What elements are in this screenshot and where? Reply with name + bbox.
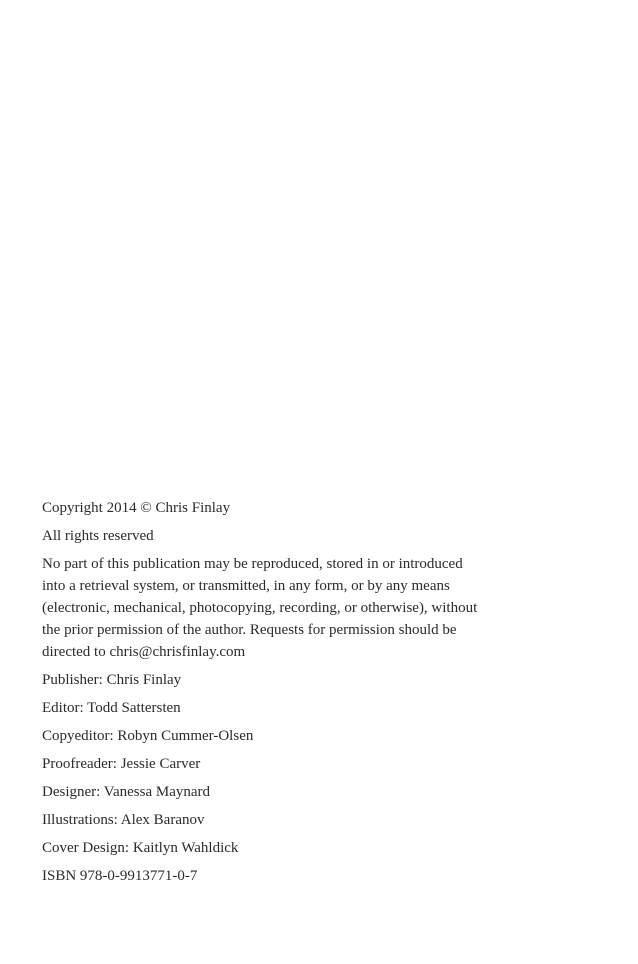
isbn-line: ISBN 978-0-9913771-0-7 <box>42 868 198 884</box>
rights-reserved-line: All rights reserved <box>42 528 154 544</box>
credit-designer: Designer: Vanessa Maynard <box>42 784 211 800</box>
credit-cover-design: Cover Design: Kaitlyn Wahldick <box>42 840 239 856</box>
permission-paragraph <box>42 553 522 663</box>
credit-editor: Editor: Todd Sattersten <box>42 700 181 716</box>
permission-line: (electronic, mechanical, photocopying, recording, or otherwise), without <box>42 600 478 616</box>
credit-illustrations: Illustrations: Alex Baranov <box>42 812 205 828</box>
permission-line: the prior permission of the author. Requests for permission should be <box>42 622 457 638</box>
copyright-page-block <box>42 497 522 893</box>
permission-line: into a retrieval system, or transmitted, in any form, or by any means <box>42 578 450 594</box>
credit-proofreader: Proofreader: Jessie Carver <box>42 756 201 772</box>
permission-line: directed to chris@chrisfinlay.com <box>42 644 246 660</box>
credit-copyeditor: Copyeditor: Robyn Cummer-Olsen <box>42 728 254 744</box>
credit-publisher: Publisher: Chris Finlay <box>42 672 182 688</box>
copyright-line: Copyright 2014 © Chris Finlay <box>42 500 231 516</box>
permission-line: No part of this publication may be reproduced, stored in or introduced <box>42 556 463 572</box>
